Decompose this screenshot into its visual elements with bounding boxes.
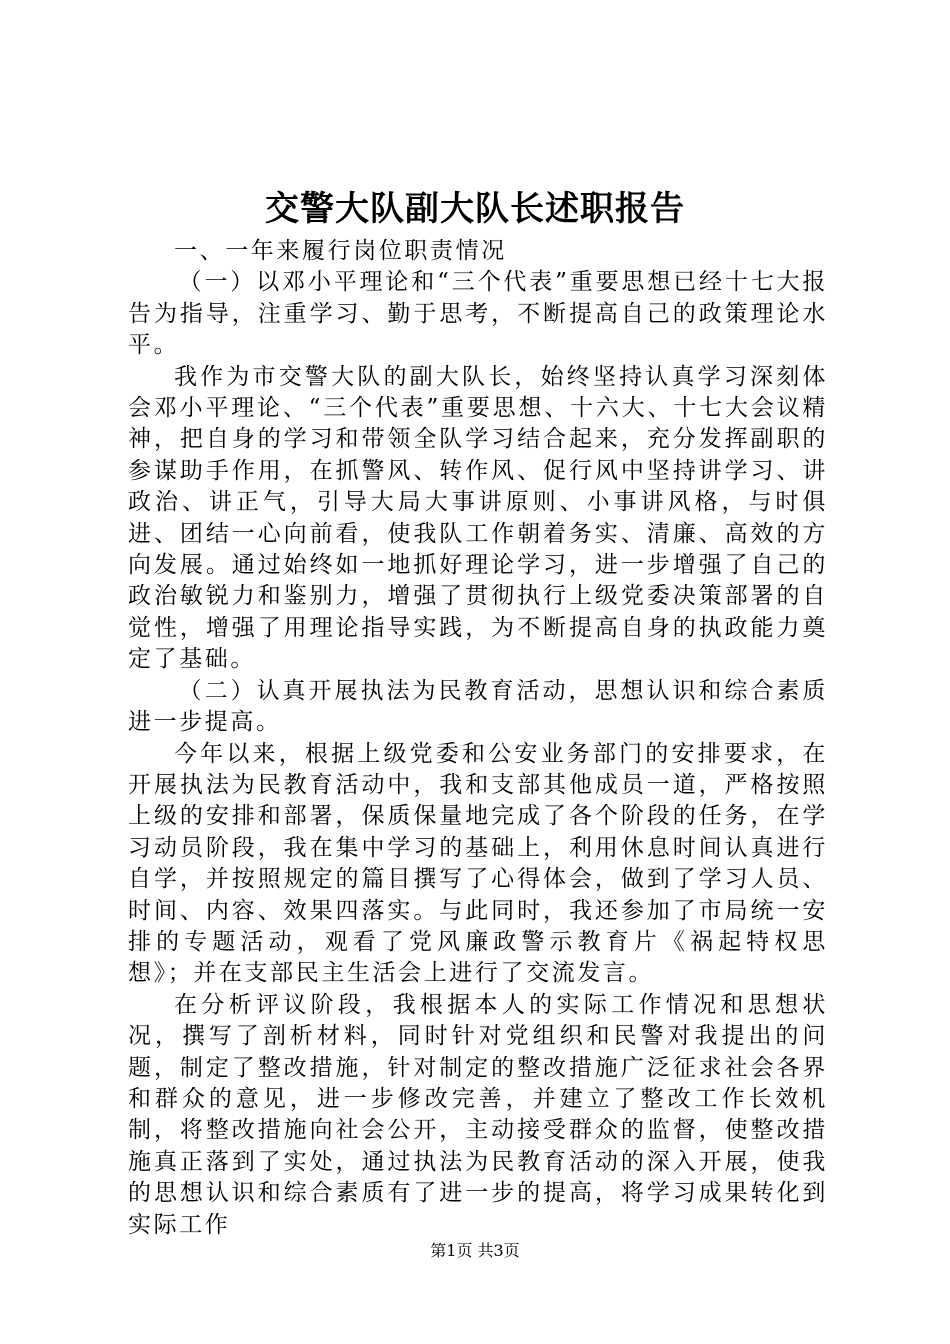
document-body bbox=[128, 236, 828, 1241]
body-paragraph: 今年以来，根据上级党委和公安业务部门的安排要求，在开展执法为民教育活动中，我和支部其他成员一道，严格按照上级的安排和部署，保质保量地完成了各个阶段的任务，在学习动员阶段，我在集中学习的基础上，利用休息时间认真进行自学，并按照规定的篇目撰写了心得体会，做到了学习人员、时间、内容、效果四落实。与此同时，我还参加了市局统一安排的专题活动，观看了党风廉政警示教育片《祸起特权思想》；并在支部民主生活会上进行了交流发言。 bbox=[128, 740, 828, 987]
page-number: 第1页 共3页 bbox=[430, 1241, 520, 1260]
body-paragraph: 在分析评议阶段，我根据本人的实际工作情况和思想状况，撰写了剖析材料，同时针对党组织和民警对我提出的问题，制定了整改措施，针对制定的整改措施广泛征求社会各界和群众的意见，进一步修改完善，并建立了整改工作长效机制，将整改措施向社会公开，主动接受群众的监督，使整改措施真正落到了实处，通过执法为民教育活动的深入开展，使我的思想认识和综合素质有了进一步的提高，将学习成果转化到实际工作 bbox=[128, 991, 828, 1238]
subsection-heading: （一）以邓小平理论和“三个代表”重要思想已经十七大报告为指导，注重学习、勤于思考，不断提高自己的政策理论水平。 bbox=[128, 269, 828, 359]
document-title: 交警大队副大队长述职报告 bbox=[265, 189, 685, 229]
body-paragraph: 我作为市交警大队的副大队长，始终坚持认真学习深刻体会邓小平理论、“三个代表”重要思想、十六大、十七大会议精神，把自身的学习和带领全队学习结合起来，充分发挥副职的参谋助手作用，在抓警风、转作风、促行风中坚持讲学习、讲政治、讲正气，引导大局大事讲原则、小事讲风格，与时俱进、团结一心向前看，使我队工作朝着务实、清廉、高效的方向发展。通过始终如一地抓好理论学习，进一步增强了自己的政治敏锐力和鉴别力，增强了贯彻执行上级党委决策部署的自觉性，增强了用理论指导实践，为不断提高自身的执政能力奠定了基础。 bbox=[128, 363, 828, 673]
subsection-heading: （二）认真开展执法为民教育活动，思想认识和综合素质进一步提高。 bbox=[128, 677, 828, 736]
page-footer bbox=[0, 1240, 950, 1262]
section-heading: 一、一年来履行岗位职责情况 bbox=[174, 238, 507, 264]
